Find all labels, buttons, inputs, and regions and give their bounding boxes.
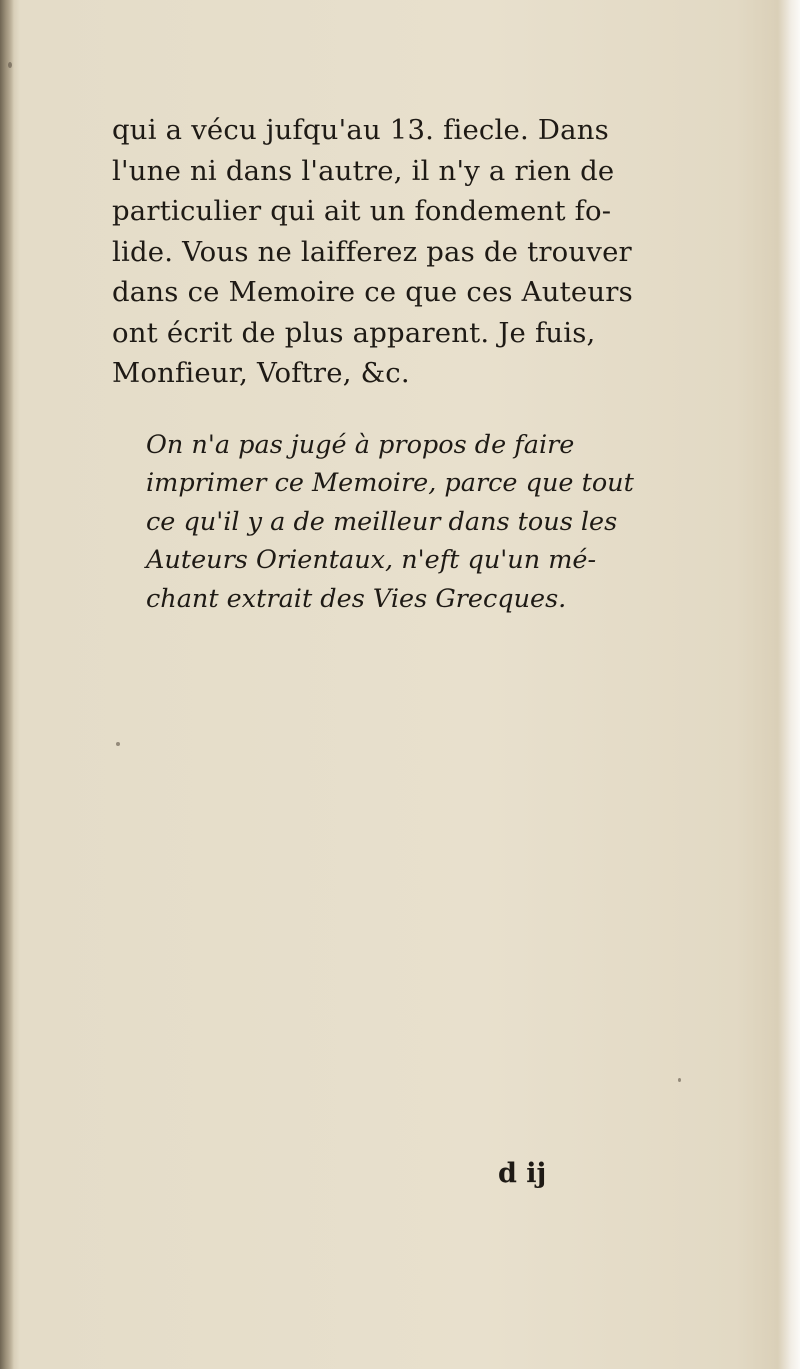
note-line: Auteurs Orientaux, n'eft qu'un mé- xyxy=(146,545,597,575)
note-line: chant extrait des Vies Grecques. xyxy=(146,583,567,614)
page-edge xyxy=(778,0,800,1369)
note-line: imprimer ce Memoire, parce que tout xyxy=(146,468,634,498)
body-line: lide. Vous ne laifferez pas de trouver xyxy=(112,235,632,268)
note-line: On n'a pas jugé à propos de faire xyxy=(146,429,575,460)
editorial-note xyxy=(112,426,672,619)
ink-speck xyxy=(678,1078,681,1082)
body-line: dans ce Memoire ce que ces Auteurs xyxy=(112,276,633,308)
body-line: ont écrit de plus apparent. Je fuis, xyxy=(112,316,596,349)
body-line: l'une ni dans l'autre, il n'y a rien de xyxy=(112,154,615,187)
ink-speck xyxy=(116,742,120,746)
page-text xyxy=(112,110,672,618)
ink-speck xyxy=(8,62,12,68)
binding-shadow xyxy=(0,0,14,1369)
signature-mark: d ij xyxy=(498,1158,547,1189)
body-line: qui a vécu jufqu'au 13. fiecle. Dans xyxy=(112,114,609,146)
body-line: Monfieur, Voftre, &c. xyxy=(112,357,410,389)
body-line: particulier qui ait un fondement fo- xyxy=(112,195,612,227)
note-line: ce qu'il y a de meilleur dans tous les xyxy=(146,506,618,537)
